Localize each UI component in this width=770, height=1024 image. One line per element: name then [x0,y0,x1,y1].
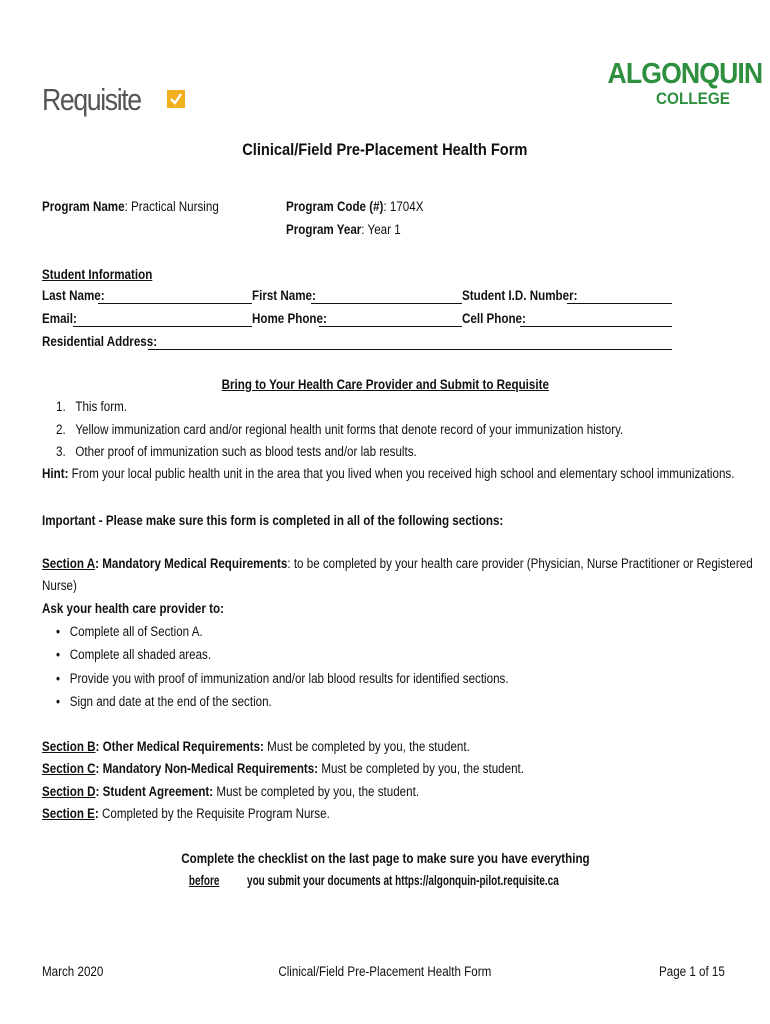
cell-phone-label: Cell Phone: [462,311,526,326]
program-year-value: : Year 1 [361,222,401,237]
requisite-logo-text: Requisite [42,82,141,117]
address-label: Residential Address: [42,334,158,349]
bring-item-2: 2. Yellow immunization card and/or regional health unit forms that denote record of your immunization history. [56,422,624,437]
program-name-value: : Practical Nursing [124,199,219,214]
section-a-bullet-1: • Complete all of Section A. [56,624,203,639]
program-code-row [286,198,446,216]
section-b-line: Section B: Other Medical Requirements: Must be completed by you, the student. [42,739,470,754]
program-name-row [42,198,248,216]
important-note: Important - Please make sure this form is completed in all of the following sections: [42,513,504,528]
algonquin-logo-line2: COLLEGE [656,89,730,108]
email-field[interactable] [73,311,252,327]
checklist-line-2: beforeyou submit your documents at https://algonquin-pilot.requisite.ca [188,873,559,888]
email-label: Email: [42,311,77,326]
last-name-field[interactable] [98,288,252,304]
section-a-line-2: Nurse) [42,578,77,593]
bring-item-1: 1. This form. [56,399,127,414]
program-year-label: Program Year [286,222,362,237]
section-a-bullet-3: • Provide you with proof of immunization and/or lab blood results for identified sections. [56,671,509,686]
footer-page-number: Page 1 of 15 [659,964,725,979]
bring-heading: Bring to Your Health Care Provider and Submit to Requisite [221,377,549,392]
footer-title: Clinical/Field Pre-Placement Health Form [278,964,492,979]
program-year-row [286,221,419,239]
section-c-line: Section C: Mandatory Non-Medical Requirements: Must be completed by you, the student. [42,761,524,776]
program-code-label: Program Code (#) [286,199,384,214]
checklist-line-1: Complete the checklist on the last page to make sure you have everything [180,851,590,866]
section-a-bullet-4: • Sign and date at the end of the section. [56,694,272,709]
algonquin-logo [602,58,763,110]
student-id-label: Student I.D. Number: [462,288,578,303]
first-name-field[interactable] [311,288,462,304]
home-phone-label: Home Phone: [252,311,327,326]
program-name-label: Program Name [42,199,125,214]
address-field[interactable] [148,334,672,350]
page-title: Clinical/Field Pre-Placement Health Form [242,140,528,159]
section-a-line: Section A: Mandatory Medical Requirements: to be completed by your health care provider (Physician, Nurse Practitioner or Registered [42,556,753,571]
footer-date: March 2020 [42,964,104,979]
section-a-label: Section A [42,556,96,571]
algonquin-logo-line1: ALGONQUIN [607,58,763,90]
section-a-title: : Mandatory Medical Requirements [95,556,288,571]
ask-provider-heading: Ask your health care provider to: [42,601,224,616]
student-info-heading: Student Information [42,267,153,282]
checkmark-icon [167,90,185,108]
cell-phone-field[interactable] [520,311,672,327]
requisite-logo [42,82,157,118]
program-code-value: : 1704X [383,199,424,214]
student-id-field[interactable] [567,288,672,304]
home-phone-field[interactable] [319,311,462,327]
hint-text: Hint: From your local public health unit in the area that you lived when you received high school and elementary school immunizations. [42,466,735,481]
section-e-line: Section E: Completed by the Requisite Program Nurse. [42,806,330,821]
section-a-bullet-2: • Complete all shaded areas. [56,647,212,662]
last-name-label: Last Name: [42,288,105,303]
first-name-label: First Name: [252,288,316,303]
bring-item-3: 3. Other proof of immunization such as blood tests and/or lab results. [56,444,417,459]
section-d-line: Section D: Student Agreement: Must be completed by you, the student. [42,784,420,799]
